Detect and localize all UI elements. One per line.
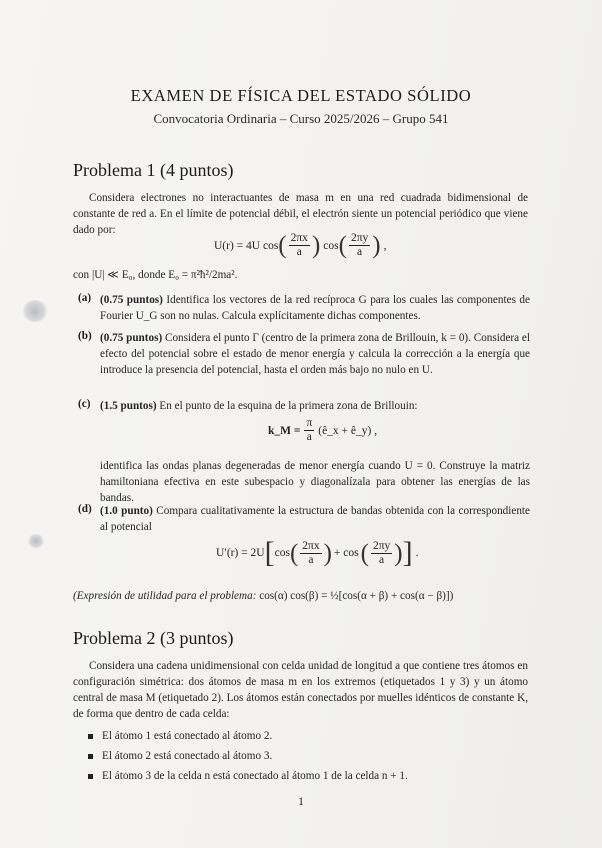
useful-expression-formula: cos(α) cos(β) = ½[cos(α + β) + cos(α − β)]) [259, 590, 454, 602]
useful-expression-label: (Expresión de utilidad para el problema: [73, 590, 257, 602]
uprime-cos1: cos [274, 547, 290, 559]
uprime-lhs: U′(r) = 2U [216, 547, 265, 559]
km-frac [304, 417, 314, 444]
item-c-text2: identifica las ondas planas degeneradas de menor energía cuando U = 0. Construye la matriz hamiltoniana efectiva en este subespacio y diagonalízala para obtener las energías de las bandas. [100, 460, 530, 504]
km-equation [268, 417, 377, 444]
item-b-text: Considera el punto Γ (centro de la primera zona de Brillouin, k = 0). Considera el efecto del potencial sobre el estado de menor energía y calcula la corrección a la energía que introduce la presencia del potencial, hasta el orden más bajo no nulo en U. [100, 332, 530, 376]
eq1-paren-open: ( [278, 232, 287, 259]
problem-2-title: Problema 2 (3 puntos) [73, 628, 234, 648]
uprime-paren-close-2: ) [394, 539, 403, 567]
item-b-label: (b) [78, 330, 92, 342]
page-number: 1 [298, 796, 304, 808]
exam-header [0, 86, 602, 127]
item-a-text: Identifica los vectores de la red recíproca G para los cuales las componentes de Fourier U_G son no nulas. Calcula explícitamente dichas componentes. [100, 294, 530, 322]
uprime-bracket-close: ] [402, 536, 413, 569]
eq1-paren-open-2: ( [338, 232, 347, 259]
item-d-body [100, 503, 530, 535]
item-a-label: (a) [78, 292, 92, 304]
uprime-paren-close: ) [323, 539, 332, 567]
list-item [88, 726, 408, 746]
km-rhs: (ê_x + ê_y) , [318, 424, 378, 437]
km-lhs: k_M = [268, 424, 301, 437]
eq1-frac-x [289, 232, 310, 259]
eq1-frac-y [349, 232, 370, 259]
problem-1-intro: Considera electrones no interactuantes de masa m en una red cuadrada bidimensional de constante de red a. En el límite de potencial débil, el electrón siente un potencial periódico que viene dado por: [73, 192, 528, 236]
paper-smudge-2 [28, 534, 44, 548]
list-item-text: El átomo 1 está conectado al átomo 2. [102, 730, 273, 742]
item-d-text: Compara cualitativamente la estructura de bandas obtenida con la correspondiente al potencial [100, 505, 530, 533]
potential-equation [214, 232, 386, 259]
list-item [88, 746, 408, 766]
list-item [88, 766, 408, 786]
item-b-body [100, 330, 530, 378]
item-d-label: (d) [78, 503, 92, 515]
eq1-paren-close: ) [311, 232, 321, 259]
item-c-body [100, 398, 530, 414]
uprime-paren-open: ( [289, 539, 299, 567]
problem-1-title: Problema 1 (4 puntos) [73, 160, 234, 180]
bullet-square-icon [88, 734, 93, 739]
eq1-frac-x-num: 2πx [290, 232, 308, 244]
item-c-points: (1.5 puntos) [100, 400, 157, 412]
exam-subtitle: Convocatoria Ordinaria – Curso 2025/2026 – Grupo 541 [153, 111, 449, 126]
uprime-frac-y-den: a [379, 553, 385, 566]
item-b-points: (0.75 puntos) [100, 332, 163, 344]
uprime-frac-y-num: 2πy [372, 539, 391, 552]
paper-smudge-1 [22, 300, 48, 322]
uprime-bracket-open: [ [264, 536, 275, 569]
uprime-frac-x-num: 2πx [302, 539, 320, 552]
uprime-equation [216, 538, 418, 568]
eq1-frac-x-den: a [296, 246, 302, 258]
eq1-frac-y-num: 2πy [350, 232, 369, 244]
uprime-plus: + cos [333, 547, 359, 559]
item-c-text: En el punto de la esquina de la primera zona de Brillouin: [156, 400, 418, 412]
uprime-end: . [415, 547, 419, 559]
item-d-points: (1.0 punto) [100, 505, 153, 517]
uprime-frac-y [371, 540, 392, 567]
uprime-paren-open-2: ( [360, 539, 369, 567]
useful-expression [73, 588, 533, 604]
item-c-label: (c) [78, 398, 91, 410]
eq1-frac-y-den: a [357, 246, 363, 258]
exam-title: EXAMEN DE FÍSICA DEL ESTADO SÓLIDO [130, 86, 472, 105]
eq1-lhs: U(r) = 4U cos [214, 239, 279, 252]
uprime-frac-x [300, 540, 321, 567]
list-item-text: El átomo 3 de la celda n está conectado al átomo 1 de la celda n + 1. [102, 770, 408, 782]
list-item-text: El átomo 2 está conectado al átomo 3. [102, 750, 273, 762]
eq1-mid: cos [323, 239, 339, 252]
eq1-paren-close-2: ) [372, 232, 381, 259]
item-a-points: (0.75 puntos) [100, 294, 163, 306]
km-frac-num: π [306, 417, 313, 429]
connection-list [88, 726, 408, 786]
eq1-end: , [383, 239, 387, 252]
bullet-square-icon [88, 774, 93, 779]
problem-2-intro: Considera una cadena unidimensional con celda unidad de longitud a que contiene tres átomos en configuración simétrica: dos átomos de masa m en los extremos (etiquetados 1 y 3) y un átomo central de masa M (etiquetado 2). Los átomos están conectados por muelles idénticos de constante K, de forma que dentro de cada celda: [73, 660, 528, 720]
km-frac-den: a [306, 431, 312, 443]
bullet-square-icon [88, 754, 93, 759]
problem-1-condition: con |U| ≪ E₀, donde E₀ = π²ħ²/2ma². [73, 269, 238, 281]
item-a-body [100, 292, 530, 324]
uprime-frac-x-den: a [308, 553, 314, 566]
